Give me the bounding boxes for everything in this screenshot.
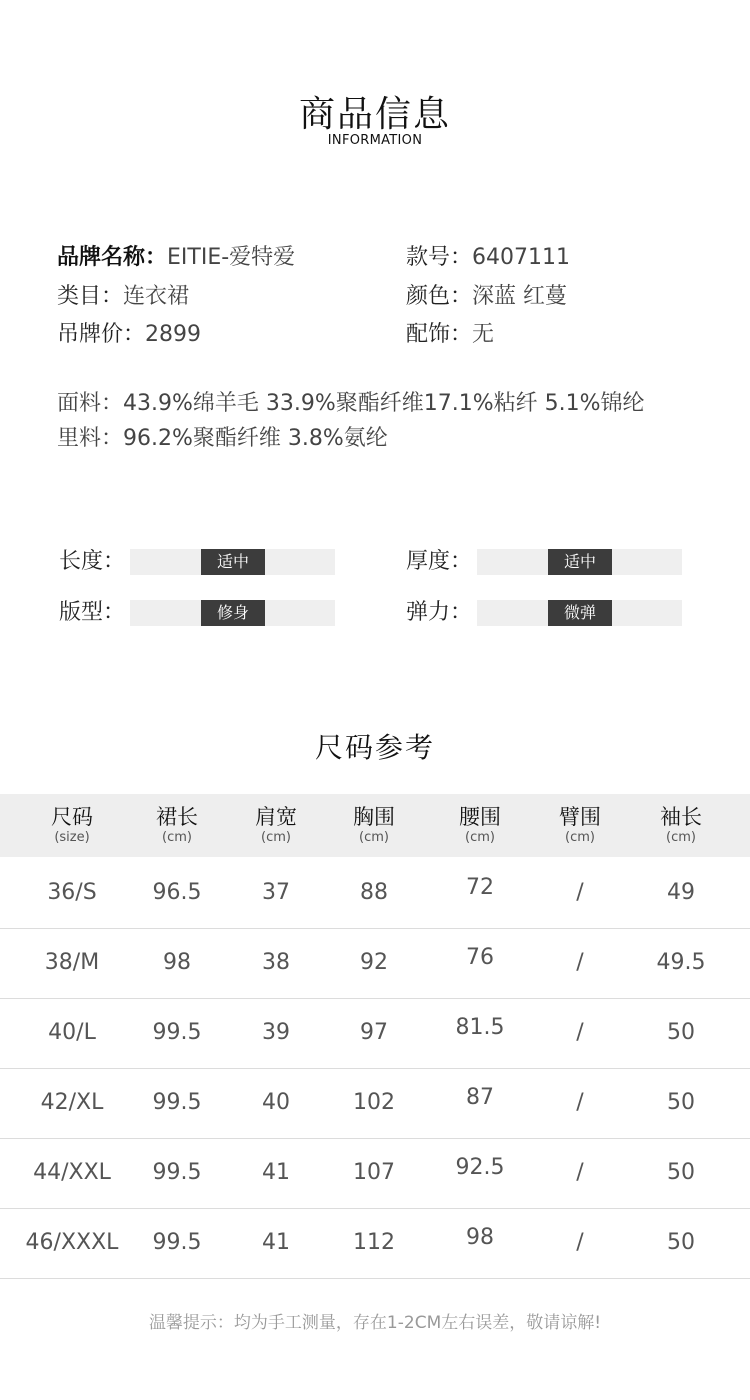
cell-shoulder: 40 bbox=[262, 1090, 290, 1115]
cell-arm: / bbox=[576, 1230, 584, 1255]
cell-sleeve: 50 bbox=[667, 1230, 695, 1255]
cell-waist: 81.5 bbox=[455, 1015, 505, 1040]
cell-size: 42/XL bbox=[40, 1090, 104, 1115]
header-length-label: 裙长 bbox=[156, 805, 198, 829]
accessory-label: 配饰： bbox=[406, 322, 473, 347]
fit-bar bbox=[130, 600, 335, 626]
cell-chest: 88 bbox=[360, 880, 388, 905]
cell-chest: 112 bbox=[353, 1230, 395, 1255]
cell-length: 99.5 bbox=[152, 1090, 202, 1115]
header-size-label: 尺码 bbox=[51, 805, 93, 829]
cell-shoulder: 37 bbox=[262, 880, 290, 905]
cell-arm: / bbox=[576, 1090, 584, 1115]
color-line bbox=[406, 283, 567, 311]
cell-chest: 107 bbox=[353, 1160, 395, 1185]
price-value: 2899 bbox=[145, 322, 202, 347]
cell-shoulder: 41 bbox=[262, 1160, 290, 1185]
page-title: 商品信息 bbox=[298, 94, 451, 135]
table-row bbox=[0, 858, 750, 929]
thickness-label: 厚度： bbox=[406, 549, 473, 574]
cell-size: 44/XXL bbox=[33, 1160, 111, 1185]
price-label: 吊牌价： bbox=[57, 322, 146, 347]
cell-shoulder: 38 bbox=[262, 950, 290, 975]
cell-sleeve: 50 bbox=[667, 1090, 695, 1115]
cell-size: 40/L bbox=[48, 1020, 96, 1045]
category-label: 类目： bbox=[57, 284, 124, 309]
fabric-outer-value: 43.9%绵羊毛 33.9%聚酯纤维17.1%粘纤 5.1%锦纶 bbox=[123, 391, 645, 416]
cell-arm: / bbox=[576, 880, 584, 905]
accessory-line bbox=[406, 321, 494, 349]
header-arm-unit: (cm) bbox=[565, 830, 595, 845]
header-shoulder-label: 肩宽 bbox=[255, 805, 297, 829]
header-waist-label: 腰围 bbox=[459, 805, 501, 829]
elasticity-label: 弹力： bbox=[406, 600, 473, 625]
cell-size: 36/S bbox=[47, 880, 97, 905]
cell-length: 99.5 bbox=[152, 1020, 202, 1045]
header-arm-label: 臂围 bbox=[559, 805, 601, 829]
cell-length: 99.5 bbox=[152, 1160, 202, 1185]
brand-line bbox=[57, 244, 295, 272]
cell-arm: / bbox=[576, 1160, 584, 1185]
cell-arm: / bbox=[576, 950, 584, 975]
cell-waist: 92.5 bbox=[455, 1155, 505, 1180]
header-length-unit: (cm) bbox=[162, 830, 192, 845]
thickness-bar bbox=[477, 549, 682, 575]
cell-chest: 97 bbox=[360, 1020, 388, 1045]
header-chest bbox=[324, 794, 424, 846]
elasticity-marker: 微弹 bbox=[548, 600, 612, 626]
category-line bbox=[57, 283, 189, 311]
cell-shoulder: 39 bbox=[262, 1020, 290, 1045]
page-subtitle: INFORMATION bbox=[327, 133, 423, 148]
fit-label: 版型： bbox=[59, 600, 126, 625]
thickness-marker: 适中 bbox=[548, 549, 612, 575]
cell-chest: 102 bbox=[353, 1090, 395, 1115]
header-length bbox=[127, 794, 227, 846]
cell-length: 99.5 bbox=[152, 1230, 202, 1255]
table-row bbox=[0, 1138, 750, 1209]
header-sleeve-label: 袖长 bbox=[660, 805, 702, 829]
cell-chest: 92 bbox=[360, 950, 388, 975]
header-chest-label: 胸围 bbox=[353, 805, 395, 829]
fabric-lining-line bbox=[57, 424, 388, 454]
header-size bbox=[22, 794, 122, 846]
fabric-lining-label: 里料： bbox=[57, 426, 124, 451]
header-arm bbox=[530, 794, 630, 846]
size-table-header bbox=[0, 794, 750, 857]
header-sleeve-unit: (cm) bbox=[666, 830, 696, 845]
cell-sleeve: 49 bbox=[667, 880, 695, 905]
cell-length: 98 bbox=[163, 950, 191, 975]
fabric-lining-value: 96.2%聚酯纤维 3.8%氨纶 bbox=[123, 426, 388, 451]
cell-shoulder: 41 bbox=[262, 1230, 290, 1255]
brand-label: 品牌名称： bbox=[57, 245, 168, 270]
header-waist bbox=[430, 794, 530, 846]
measurement-note: 温馨提示：均为手工测量，存在1-2CM左右误差，敬请谅解! bbox=[148, 1313, 602, 1333]
header-sleeve bbox=[631, 794, 731, 846]
fabric-outer-label: 面料： bbox=[57, 391, 124, 416]
cell-sleeve: 49.5 bbox=[656, 950, 706, 975]
style-number-value: 6407111 bbox=[472, 245, 570, 270]
cell-arm: / bbox=[576, 1020, 584, 1045]
color-label: 颜色： bbox=[406, 284, 473, 309]
length-label: 长度： bbox=[59, 549, 126, 574]
table-row bbox=[0, 928, 750, 999]
style-number-line bbox=[406, 244, 570, 272]
color-value: 深蓝 红蔓 bbox=[472, 284, 568, 309]
style-number-label: 款号： bbox=[406, 245, 473, 270]
cell-waist: 76 bbox=[466, 945, 494, 970]
cell-waist: 98 bbox=[466, 1225, 494, 1250]
header-size-unit: (size) bbox=[54, 830, 90, 845]
size-table-title: 尺码参考 bbox=[314, 731, 435, 764]
length-marker: 适中 bbox=[201, 549, 265, 575]
header-shoulder-unit: (cm) bbox=[261, 830, 291, 845]
cell-size: 46/XXXL bbox=[25, 1230, 119, 1255]
cell-sleeve: 50 bbox=[667, 1020, 695, 1045]
category-value: 连衣裙 bbox=[123, 284, 190, 309]
header-waist-unit: (cm) bbox=[465, 830, 495, 845]
length-bar bbox=[130, 549, 335, 575]
fit-marker: 修身 bbox=[201, 600, 265, 626]
price-line bbox=[57, 321, 201, 349]
header-shoulder bbox=[226, 794, 326, 846]
cell-sleeve: 50 bbox=[667, 1160, 695, 1185]
accessory-value: 无 bbox=[472, 322, 495, 347]
cell-waist: 87 bbox=[466, 1085, 494, 1110]
table-row bbox=[0, 1068, 750, 1139]
brand-value: EITIE-爱特爱 bbox=[167, 245, 296, 270]
elasticity-bar bbox=[477, 600, 682, 626]
table-row bbox=[0, 998, 750, 1069]
cell-size: 38/M bbox=[44, 950, 100, 975]
table-row bbox=[0, 1208, 750, 1279]
cell-waist: 72 bbox=[466, 875, 494, 900]
cell-length: 96.5 bbox=[152, 880, 202, 905]
header-chest-unit: (cm) bbox=[359, 830, 389, 845]
fabric-outer-line bbox=[57, 389, 645, 419]
